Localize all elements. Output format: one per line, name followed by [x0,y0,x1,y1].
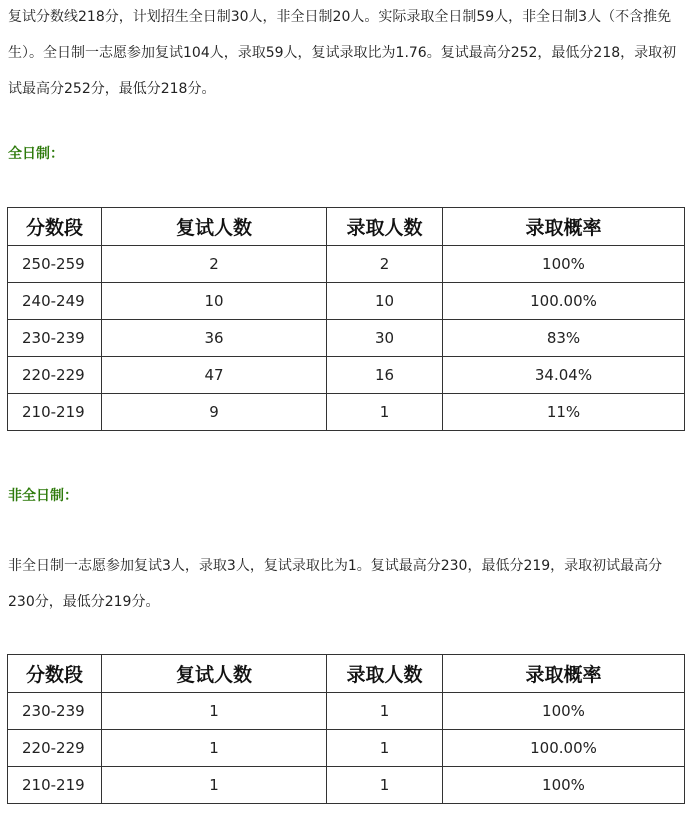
cell-admitted: 1 [327,730,443,767]
cell-admission-rate: 100.00% [443,283,685,320]
cell-admission-rate: 11% [443,394,685,431]
table-row [8,357,685,394]
column-header-admission-rate: 录取概率 [443,655,685,693]
column-header-admission-rate: 录取概率 [443,208,685,246]
cell-interviewed: 10 [102,283,327,320]
parttime-paragraph: 非全日制一志愿参加复试3人，录取3人，复试录取比为1。复试最高分230，最低分219，录取初试最高分230分，最低分219分。 [8,558,663,610]
column-header-score-range: 分数段 [8,208,102,246]
cell-admitted: 1 [327,394,443,431]
cell-admitted: 30 [327,320,443,357]
column-header-interviewed: 复试人数 [102,655,327,693]
column-header-score-range: 分数段 [8,655,102,693]
cell-admission-rate: 34.04% [443,357,685,394]
table-header-row [8,655,685,693]
cell-interviewed: 2 [102,246,327,283]
column-header-admitted: 录取人数 [327,655,443,693]
fulltime-score-table [7,207,685,431]
column-header-admitted: 录取人数 [327,208,443,246]
table-row [8,730,685,767]
cell-interviewed: 1 [102,693,327,730]
cell-admitted: 10 [327,283,443,320]
parttime-score-table [7,654,685,804]
cell-admission-rate: 100.00% [443,730,685,767]
cell-score-range: 230-239 [8,693,102,730]
table-header-row [8,208,685,246]
column-header-interviewed: 复试人数 [102,208,327,246]
cell-score-range: 230-239 [8,320,102,357]
table-row [8,767,685,804]
table-row [8,246,685,283]
section-heading-fulltime: 全日制： [8,146,64,162]
cell-interviewed: 9 [102,394,327,431]
cell-interviewed: 1 [102,767,327,804]
cell-admission-rate: 100% [443,693,685,730]
cell-score-range: 240-249 [8,283,102,320]
intro-paragraph: 复试分数线218分，计划招生全日制30人，非全日制20人。实际录取全日制59人，非全日制3人（不含推免生）。全日制一志愿参加复试104人，录取59人，复试录取比为1.76。复试最高分252，最低分218，录取初试最高分252分，最低分218分。 [8,9,677,97]
cell-interviewed: 1 [102,730,327,767]
cell-admission-rate: 100% [443,246,685,283]
table-row [8,283,685,320]
cell-admission-rate: 100% [443,767,685,804]
cell-interviewed: 36 [102,320,327,357]
cell-score-range: 210-219 [8,767,102,804]
cell-score-range: 220-229 [8,730,102,767]
table-row [8,320,685,357]
cell-admitted: 16 [327,357,443,394]
cell-interviewed: 47 [102,357,327,394]
cell-score-range: 250-259 [8,246,102,283]
table-row [8,693,685,730]
cell-score-range: 220-229 [8,357,102,394]
table-row [8,394,685,431]
cell-admitted: 1 [327,693,443,730]
cell-score-range: 210-219 [8,394,102,431]
cell-admitted: 1 [327,767,443,804]
cell-admission-rate: 83% [443,320,685,357]
cell-admitted: 2 [327,246,443,283]
section-heading-parttime: 非全日制： [8,488,78,504]
